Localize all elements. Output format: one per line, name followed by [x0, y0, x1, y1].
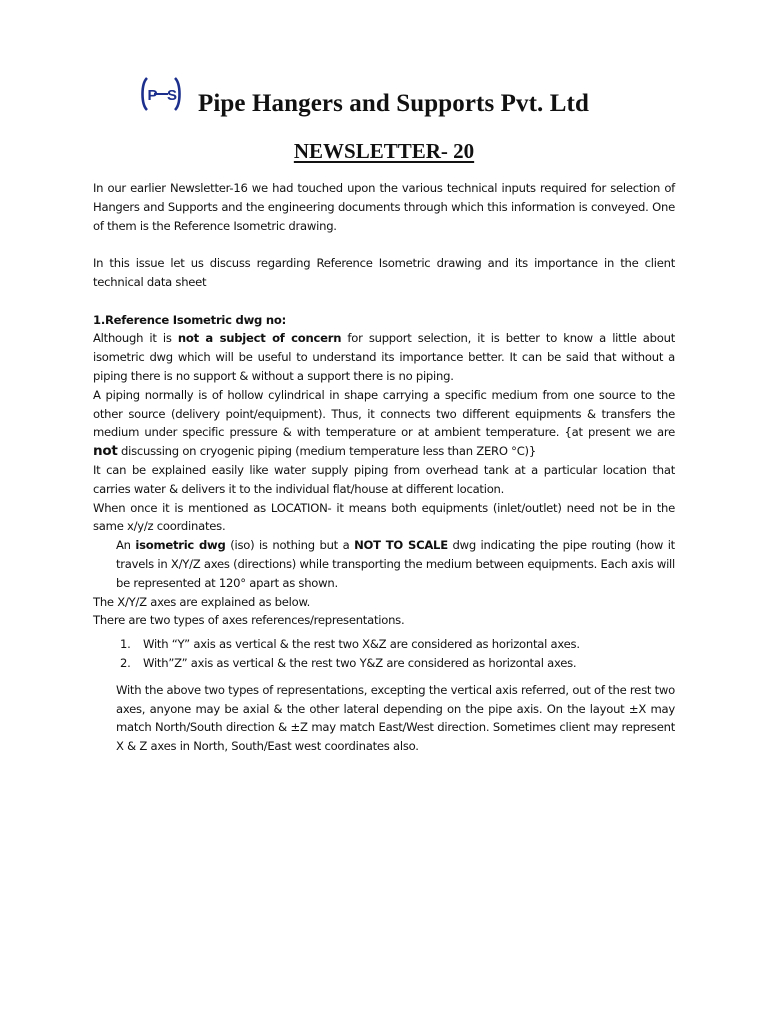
section-paragraph-8: With the above two types of representations, excepting the vertical axis referred, out of the rest two axes, anyone may be axial & the other lateral depending on the pipe axis. On the layout ±X may match North/South direction & ±Z may match East/West direction. Sometimes client may represent X & Z axes in North, South/East west coordinates also.: [116, 682, 675, 754]
section-paragraph-6: The X/Y/Z axes are explained as below.: [93, 594, 311, 609]
company-name: Pipe Hangers and Supports Pvt. Ltd: [198, 90, 589, 117]
section-paragraph-4: When once it is mentioned as LOCATION- it means both equipments (inlet/outlet) need not be in the same x/y/z coordinates.: [93, 500, 675, 534]
logo-lettering: P: [147, 87, 158, 104]
section-heading: 1.Reference Isometric dwg no:: [93, 312, 286, 327]
intro-paragraph-1: In our earlier Newsletter-16 we had touched upon the various technical inputs required for selection of Hangers and Supports and the engineering documents through which this information is conveyed. One of them is the Reference Isometric drawing.: [93, 181, 675, 233]
axes-list: [93, 635, 675, 673]
list-item: 1. With “Y” axis as vertical & the rest two X&Z are considered as horizontal axes.: [120, 637, 580, 652]
intro-paragraph-2: In this issue let us discuss regarding Reference Isometric drawing and its importance in the client technical data sheet: [93, 256, 675, 289]
section-paragraph-2: A piping normally is of hollow cylindrical in shape carrying a specific medium from one source to the other source (delivery point/equipment). Thus, it connects two different equipments & transfers the medium under specific pressure & with temperature or at ambient temperature. {at present we are not discussing on cryogenic piping (medium temperature less than ZERO °C)}: [93, 387, 675, 460]
section-paragraph-5: An isometric dwg (iso) is nothing but a NOT TO SCALE dwg indicating the pipe routing (how it travels in X/Y/Z axes (directions) while transporting the medium between equipments. Each axis will be represented at 120° apart as shown.: [116, 538, 675, 590]
section-paragraph-3: It can be explained easily like water supply piping from overhead tank at a particular location that carries water & delivers it to the individual flat/house at different location.: [93, 462, 675, 496]
newsletter-body: [93, 179, 675, 756]
list-item: 2. With”Z” axis as vertical & the rest two Y&Z are considered as horizontal axes.: [120, 655, 577, 670]
company-logo: [138, 76, 184, 112]
svg-text:S: S: [167, 87, 178, 104]
section-paragraph-7: There are two types of axes references/representations.: [93, 613, 405, 628]
section-paragraph-1: Although it is not a subject of concern for support selection, it is better to know a little about isometric dwg which will be useful to understand its importance better. It can be said that without a piping there is no support & without a support there is no piping.: [93, 331, 675, 383]
newsletter-title: NEWSLETTER- 20: [293, 139, 475, 163]
letterhead: [138, 76, 658, 126]
